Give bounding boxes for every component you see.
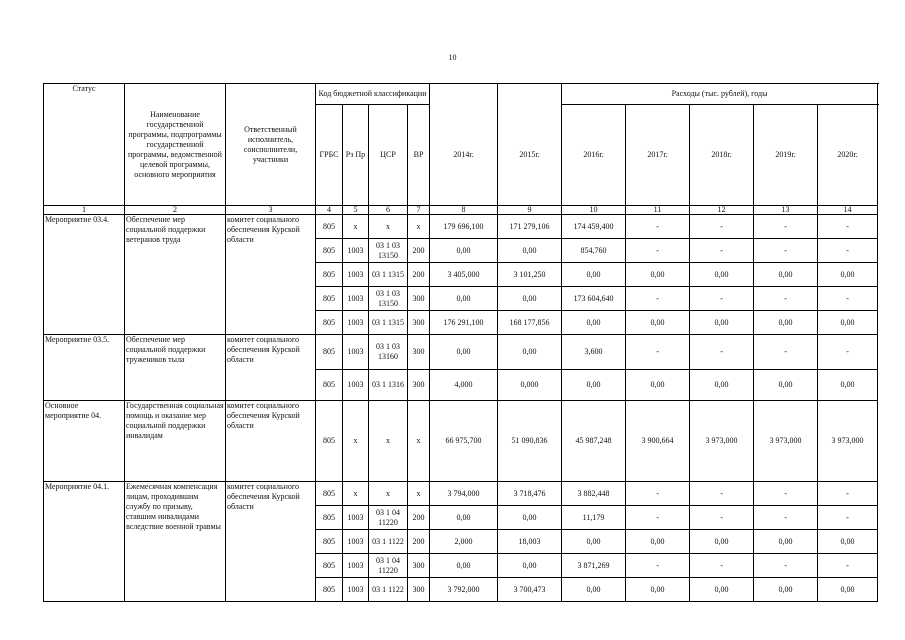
code-cell: 805: [316, 215, 343, 239]
column-number: 2: [125, 206, 226, 215]
amount-cell: 0,00: [498, 239, 562, 263]
amount-cell: -: [754, 506, 818, 530]
executor-cell: комитет социального обеспечения Курской области: [226, 335, 316, 401]
csr-cell: x: [369, 215, 408, 239]
amount-cell: 3 973,000: [690, 401, 754, 482]
amount-cell: 0,00: [818, 370, 878, 401]
code-cell: 300: [408, 311, 430, 335]
amount-cell: 0,00: [754, 530, 818, 554]
code-cell: x: [343, 482, 369, 506]
code-cell: x: [408, 482, 430, 506]
code-cell: x: [343, 401, 369, 482]
amount-cell: 0,00: [626, 530, 690, 554]
amount-cell: 66 975,700: [430, 401, 498, 482]
header-grbs: ГРБС: [316, 105, 343, 206]
amount-cell: 0,00: [754, 370, 818, 401]
amount-cell: -: [754, 335, 818, 370]
amount-cell: 0,00: [562, 311, 626, 335]
code-cell: x: [408, 215, 430, 239]
amount-cell: -: [690, 239, 754, 263]
amount-cell: 0,00: [690, 370, 754, 401]
amount-cell: -: [818, 335, 878, 370]
csr-cell: 03 1 1122: [369, 530, 408, 554]
column-number: 8: [430, 206, 498, 215]
amount-cell: -: [626, 554, 690, 578]
amount-cell: -: [754, 287, 818, 311]
amount-cell: 51 090,836: [498, 401, 562, 482]
amount-cell: 4,000: [430, 370, 498, 401]
amount-cell: -: [690, 287, 754, 311]
status-cell: Мероприятие 03.5.: [44, 335, 125, 401]
code-cell: x: [343, 215, 369, 239]
amount-cell: 0,00: [562, 578, 626, 602]
amount-cell: 0,00: [754, 263, 818, 287]
code-cell: 1003: [343, 311, 369, 335]
amount-cell: 174 459,400: [562, 215, 626, 239]
column-number: 9: [498, 206, 562, 215]
column-number: 3: [226, 206, 316, 215]
amount-cell: 0,00: [690, 263, 754, 287]
csr-cell: 03 1 04 11220: [369, 554, 408, 578]
amount-cell: -: [754, 239, 818, 263]
header-year: 2019г.: [754, 105, 818, 206]
column-numbers-row: [44, 206, 878, 215]
amount-cell: 0,00: [430, 554, 498, 578]
code-cell: 805: [316, 578, 343, 602]
amount-cell: 168 177,856: [498, 311, 562, 335]
amount-cell: 2,000: [430, 530, 498, 554]
code-cell: 805: [316, 370, 343, 401]
code-cell: 805: [316, 401, 343, 482]
column-number: 4: [316, 206, 343, 215]
header-rzpr: Рз Пр: [343, 105, 369, 206]
amount-cell: -: [818, 482, 878, 506]
amount-cell: 0,00: [498, 554, 562, 578]
amount-cell: 0,00: [754, 578, 818, 602]
amount-cell: 179 696,100: [430, 215, 498, 239]
code-cell: 1003: [343, 578, 369, 602]
code-cell: x: [408, 401, 430, 482]
amount-cell: -: [754, 554, 818, 578]
amount-cell: 0,00: [754, 311, 818, 335]
code-cell: 805: [316, 287, 343, 311]
code-cell: 805: [316, 506, 343, 530]
amount-cell: 3 900,664: [626, 401, 690, 482]
header-year: 2015г.: [498, 105, 562, 206]
amount-cell: 11,179: [562, 506, 626, 530]
csr-cell: 03 1 03 13160: [369, 335, 408, 370]
amount-cell: 0,00: [498, 335, 562, 370]
amount-cell: 0,00: [430, 335, 498, 370]
code-cell: 1003: [343, 239, 369, 263]
header-vr: ВР: [408, 105, 430, 206]
amount-cell: -: [690, 335, 754, 370]
csr-cell: 03 1 1122: [369, 578, 408, 602]
csr-cell: 03 1 1315: [369, 263, 408, 287]
code-cell: 300: [408, 578, 430, 602]
amount-cell: 3 794,000: [430, 482, 498, 506]
header-csr: ЦСР: [369, 105, 408, 206]
csr-cell: 03 1 1316: [369, 370, 408, 401]
code-cell: 200: [408, 506, 430, 530]
amount-cell: 0,00: [430, 239, 498, 263]
code-cell: 805: [316, 482, 343, 506]
amount-cell: 0,00: [626, 370, 690, 401]
table-row: [44, 482, 878, 506]
executor-cell: комитет социального обеспечения Курской области: [226, 401, 316, 482]
code-cell: 300: [408, 370, 430, 401]
header-year: 2017г.: [626, 105, 690, 206]
amount-cell: 0,00: [818, 530, 878, 554]
csr-cell: 03 1 04 11220: [369, 506, 408, 530]
amount-cell: 0,00: [562, 263, 626, 287]
table-row: [44, 215, 878, 239]
header-year: 2020г.: [818, 105, 878, 206]
status-cell: Мероприятие 03.4.: [44, 215, 125, 335]
amount-cell: 0,00: [498, 506, 562, 530]
amount-cell: 3 973,000: [754, 401, 818, 482]
name-cell: Ежемесячная компенсация лицам, проходившим службу по призыву, ставшим инвалидами вследствие военной травмы: [125, 482, 226, 602]
code-cell: 1003: [343, 370, 369, 401]
amount-cell: 3 973,000: [818, 401, 878, 482]
amount-cell: 171 279,106: [498, 215, 562, 239]
amount-cell: -: [626, 287, 690, 311]
code-cell: 200: [408, 530, 430, 554]
amount-cell: 176 291,100: [430, 311, 498, 335]
amount-cell: -: [690, 554, 754, 578]
column-number: 12: [690, 206, 754, 215]
column-number: 7: [408, 206, 430, 215]
name-cell: Обеспечение мер социальной поддержки тружеников тыла: [125, 335, 226, 401]
amount-cell: 0,00: [818, 578, 878, 602]
csr-cell: 03 1 1315: [369, 311, 408, 335]
code-cell: 300: [408, 554, 430, 578]
column-number: 6: [369, 206, 408, 215]
header-year: 2014г.: [430, 105, 498, 206]
amount-cell: -: [754, 482, 818, 506]
column-number: 5: [343, 206, 369, 215]
amount-cell: 3 871,269: [562, 554, 626, 578]
csr-cell: x: [369, 401, 408, 482]
name-cell: Государственная социальная помощь и оказание мер социальной поддержки инвалидам: [125, 401, 226, 482]
column-number: 14: [818, 206, 878, 215]
column-number: 1: [44, 206, 125, 215]
amount-cell: 854,760: [562, 239, 626, 263]
amount-cell: 0,00: [690, 311, 754, 335]
amount-cell: -: [818, 239, 878, 263]
amount-cell: 3 700,473: [498, 578, 562, 602]
csr-cell: 03 1 03 13150: [369, 239, 408, 263]
amount-cell: 3 101,250: [498, 263, 562, 287]
code-cell: 1003: [343, 506, 369, 530]
amount-cell: -: [690, 482, 754, 506]
amount-cell: 0,00: [562, 370, 626, 401]
header-year: 2016г.: [562, 105, 626, 206]
code-cell: 805: [316, 239, 343, 263]
amount-cell: 3 882,448: [562, 482, 626, 506]
amount-cell: -: [626, 239, 690, 263]
amount-cell: 0,00: [498, 287, 562, 311]
amount-cell: 0,00: [562, 530, 626, 554]
header-expenses: Расходы (тыс. рублей), годы: [562, 84, 878, 105]
code-cell: 805: [316, 311, 343, 335]
status-cell: Основное мероприятие 04.: [44, 401, 125, 482]
code-cell: 1003: [343, 554, 369, 578]
amount-cell: 0,00: [818, 311, 878, 335]
code-cell: 200: [408, 263, 430, 287]
header-year: 2018г.: [690, 105, 754, 206]
page-number: 10: [448, 53, 457, 62]
amount-cell: -: [818, 215, 878, 239]
code-cell: 805: [316, 530, 343, 554]
header-kbk: Код бюджетной классификации: [316, 84, 430, 105]
amount-cell: 3 718,476: [498, 482, 562, 506]
amount-cell: 18,003: [498, 530, 562, 554]
amount-cell: -: [626, 215, 690, 239]
amount-cell: -: [626, 482, 690, 506]
code-cell: 1003: [343, 263, 369, 287]
amount-cell: 3 792,000: [430, 578, 498, 602]
executor-cell: комитет социального обеспечения Курской области: [226, 482, 316, 602]
amount-cell: 0,00: [626, 263, 690, 287]
code-cell: 1003: [343, 287, 369, 311]
amount-cell: -: [818, 554, 878, 578]
executor-cell: комитет социального обеспечения Курской области: [226, 215, 316, 335]
amount-cell: 0,00: [690, 530, 754, 554]
amount-cell: 0,000: [498, 370, 562, 401]
code-cell: 1003: [343, 335, 369, 370]
header-name: Наименование государственной программы, подпрограммы государственной программы, ведомственной целевой программы, основного мероприятия: [125, 84, 226, 206]
amount-cell: 173 604,640: [562, 287, 626, 311]
code-cell: 805: [316, 263, 343, 287]
budget-table: [43, 83, 878, 602]
amount-cell: -: [626, 506, 690, 530]
code-cell: 805: [316, 554, 343, 578]
code-cell: 200: [408, 239, 430, 263]
amount-cell: -: [690, 215, 754, 239]
amount-cell: -: [626, 335, 690, 370]
amount-cell: 3,600: [562, 335, 626, 370]
amount-cell: 0,00: [626, 311, 690, 335]
table-row: [44, 335, 878, 370]
amount-cell: 0,00: [690, 578, 754, 602]
amount-cell: -: [754, 215, 818, 239]
amount-cell: -: [690, 506, 754, 530]
csr-cell: 03 1 03 13150: [369, 287, 408, 311]
amount-cell: 0,00: [430, 506, 498, 530]
column-number: 10: [562, 206, 626, 215]
amount-cell: 0,00: [626, 578, 690, 602]
column-number: 11: [626, 206, 690, 215]
table-row: [44, 401, 878, 482]
column-number: 13: [754, 206, 818, 215]
code-cell: 805: [316, 335, 343, 370]
amount-cell: 45 987,248: [562, 401, 626, 482]
amount-cell: 0,00: [430, 287, 498, 311]
csr-cell: x: [369, 482, 408, 506]
status-cell: Мероприятие 04.1.: [44, 482, 125, 602]
amount-cell: 0,00: [818, 263, 878, 287]
code-cell: 1003: [343, 530, 369, 554]
name-cell: Обеспечение мер социальной поддержки ветеранов труда: [125, 215, 226, 335]
code-cell: 300: [408, 287, 430, 311]
header-executor: Ответственный исполнитель, соисполнители, участники: [226, 84, 316, 206]
code-cell: 300: [408, 335, 430, 370]
amount-cell: -: [818, 506, 878, 530]
amount-cell: 3 405,000: [430, 263, 498, 287]
amount-cell: -: [818, 287, 878, 311]
header-status: Статус: [44, 84, 125, 206]
